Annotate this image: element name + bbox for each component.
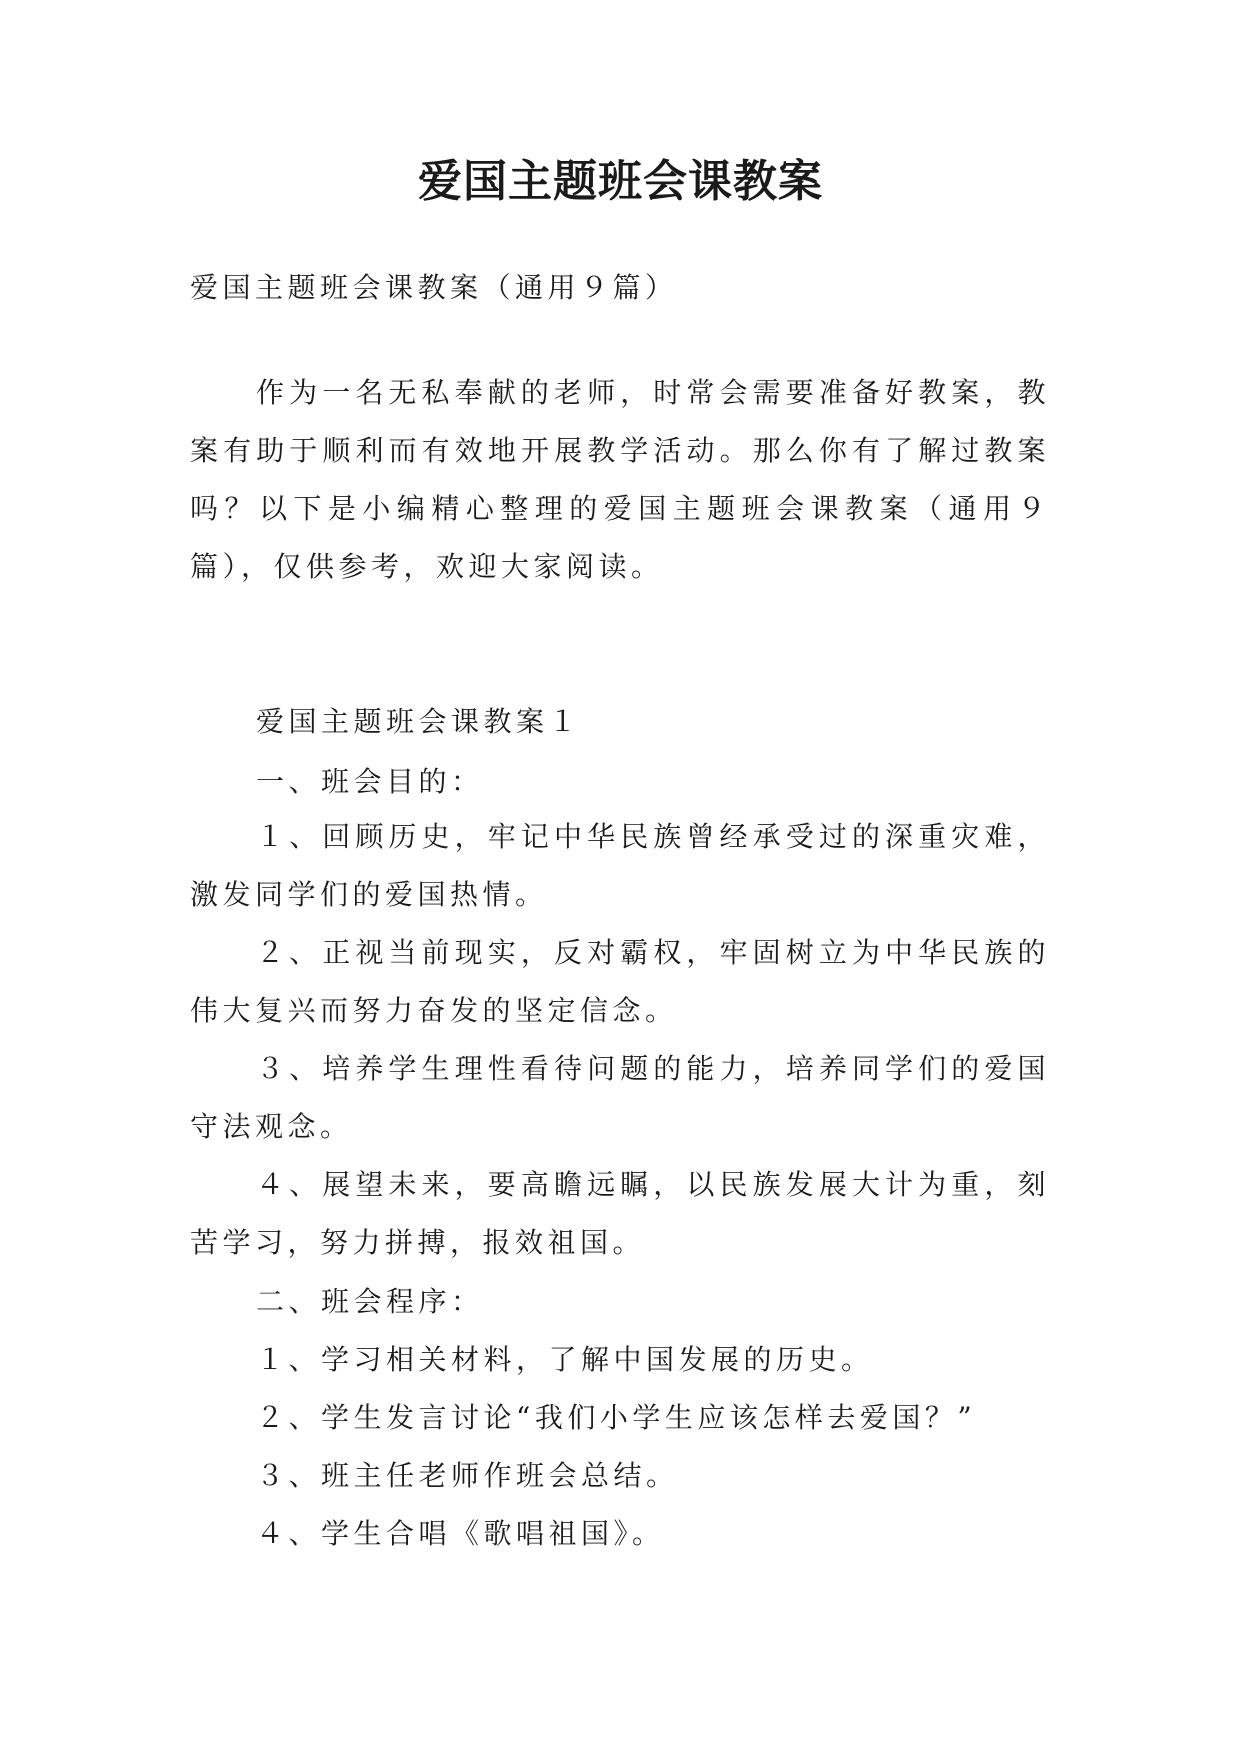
- part2-heading: 二、班会程序：: [256, 1285, 484, 1318]
- step-item-4: ４、学生合唱《歌唱祖国》。: [256, 1517, 665, 1550]
- goal-item-4: ４、展望未来，要高瞻远瞩，以民族发展大计为重，刻苦学习，努力拼搏，报效祖国。: [190, 1168, 1050, 1259]
- document-subtitle: 爱国主题班会课教案（通用９篇）: [190, 271, 678, 304]
- section-heading: 爱国主题班会课教案１: [256, 705, 582, 738]
- part1-heading: 一、班会目的：: [256, 765, 484, 798]
- step-item-2: ２、学生发言讨论“我们小学生应该怎样去爱国？”: [256, 1401, 977, 1434]
- goal-item-3: ３、培养学生理性看待问题的能力，培养同学们的爱国守法观念。: [190, 1052, 1050, 1143]
- document-title: 爱国主题班会课教案: [418, 156, 823, 207]
- goal-item-2: ２、正视当前现实，反对霸权，牢固树立为中华民族的伟大复兴而努力奋发的坚定信念。: [190, 936, 1050, 1027]
- step-item-3: ３、班主任老师作班会总结。: [256, 1459, 679, 1492]
- goal-item-1: １、回顾历史，牢记中华民族曾经承受过的深重灾难，激发同学们的爱国热情。: [190, 820, 1050, 911]
- step-item-1: １、学习相关材料，了解中国发展的历史。: [256, 1343, 874, 1376]
- intro-paragraph: 作为一名无私奉献的老师，时常会需要准备好教案，教案有助于顺利而有效地开展教学活动。那么你有了解过教案吗？以下是小编精心整理的爱国主题班会课教案（通用９篇），仅供参考，欢迎大家阅读。: [190, 376, 1050, 583]
